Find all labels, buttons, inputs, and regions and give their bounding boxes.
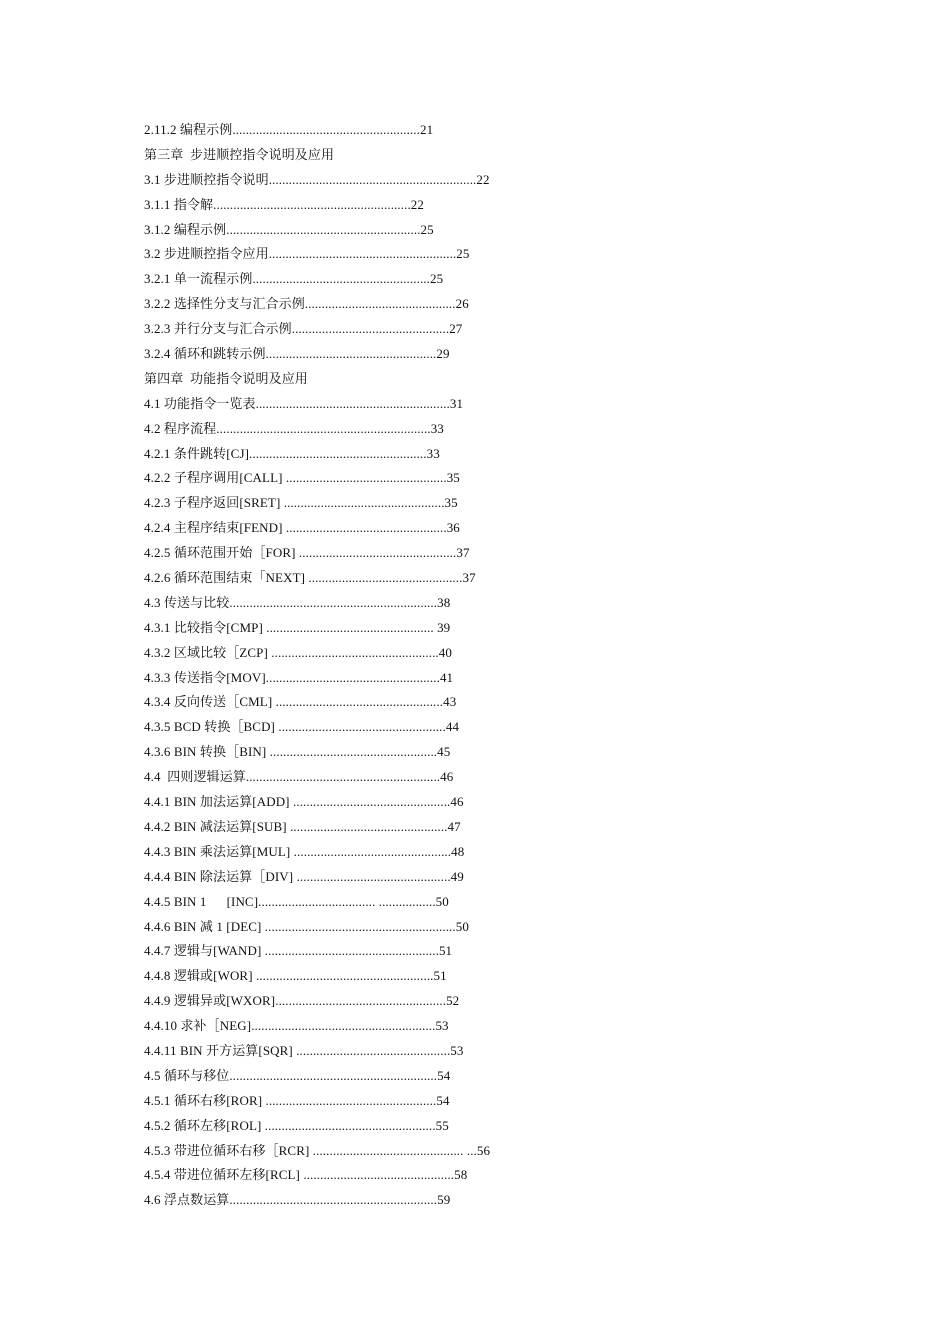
toc-line: 4.3.5 BCD 转换［BCD] ..................................................44 bbox=[144, 719, 460, 735]
toc-line: 4.3.1 比较指令[CMP] .................................................. 39 bbox=[144, 619, 451, 635]
toc-line: 4.5.4 带进位循环左移[RCL] .............................................58 bbox=[144, 1167, 468, 1183]
toc-line: 4.2.2 子程序调用[CALL] ................................................35 bbox=[144, 470, 460, 486]
toc-line: 4.5.2 循环左移[ROL] ...................................................55 bbox=[144, 1117, 449, 1133]
toc-line: 4.4.2 BIN 减法运算[SUB] ...............................................47 bbox=[144, 818, 461, 834]
toc-line: 4.4.4 BIN 除法运算［DIV] ..............................................49 bbox=[144, 868, 464, 884]
toc-line: 4.4 四则逻辑运算..........................................................46 bbox=[144, 769, 454, 785]
toc-line: 4.2.3 子程序返回[SRET] ................................................35 bbox=[144, 495, 458, 511]
toc-line: 2.11.2 编程示例........................................................21 bbox=[144, 122, 434, 137]
toc-line: 4.4.6 BIN 减 1 [DEC] .........................................................50 bbox=[144, 918, 469, 934]
toc-line: 3.1.1 指令解...........................................................22 bbox=[144, 196, 424, 212]
toc-line: 4.5 循环与移位..............................................................54 bbox=[144, 1067, 451, 1083]
toc-line: 4.3.6 BIN 转换［BIN] ..................................................45 bbox=[144, 744, 451, 760]
toc-line: 4.3.2 区域比较［ZCP] ..................................................40 bbox=[144, 644, 452, 660]
toc-line: 4.5.1 循环右移[ROR] ...................................................54 bbox=[144, 1092, 450, 1108]
toc-line: 4.4.3 BIN 乘法运算[MUL] ...............................................48 bbox=[144, 843, 465, 859]
toc-line: 3.2.4 循环和跳转示例...................................................29 bbox=[144, 346, 450, 362]
toc-line: 4.4.11 BIN 开方运算[SQR] ..............................................53 bbox=[144, 1042, 464, 1058]
toc-line: 4.4.7 逻辑与[WAND] ....................................................51 bbox=[144, 943, 453, 959]
toc-line: 4.4.10 求补［NEG].......................................................53 bbox=[144, 1018, 449, 1034]
toc-line: 4.1 功能指令一览表..........................................................31 bbox=[144, 395, 464, 411]
toc-line: 4.3 传送与比较..............................................................38 bbox=[144, 594, 451, 610]
toc-line: 3.1 步进顺控指令说明..............................................................22 bbox=[144, 171, 490, 187]
toc-line: 3.2.1 单一流程示例.....................................................25 bbox=[144, 271, 444, 287]
toc-line: 3.2.2 选择性分支与汇合示例.............................................26 bbox=[144, 296, 469, 312]
toc-line: 4.2.6 循环范围结束「NEXT] ..............................................37 bbox=[144, 570, 476, 586]
toc-line: 3.2.3 并行分支与汇合示例...............................................27 bbox=[144, 321, 463, 337]
toc-line: 4.5.3 带进位循环右移［RCR] ............................................. ...56 bbox=[144, 1142, 491, 1158]
toc-line: 4.4.8 逻辑或[WOR] .....................................................51 bbox=[144, 968, 447, 984]
toc-chapter-heading: 第四章 功能指令说明及应用 bbox=[144, 370, 308, 386]
toc-line: 3.1.2 编程示例..........................................................25 bbox=[144, 221, 434, 237]
toc-chapter-heading: 第三章 步进顺控指令说明及应用 bbox=[144, 146, 335, 162]
table-of-contents bbox=[144, 118, 844, 1213]
toc-line: 4.3.3 传送指令[MOV]....................................................41 bbox=[144, 669, 454, 685]
toc-line: 4.2 程序流程................................................................33 bbox=[144, 420, 444, 436]
toc-line: 4.2.1 条件跳转[CJ].....................................................33 bbox=[144, 445, 440, 461]
toc-line: 4.2.4 主程序结束[FEND] ................................................36 bbox=[144, 520, 460, 536]
toc-line: 3.2 步进顺控指令应用........................................................25 bbox=[144, 246, 470, 262]
toc-line: 4.2.5 循环范围开始［FOR] ...............................................37 bbox=[144, 545, 470, 561]
toc-line: 4.4.9 逻辑异或[WXOR]...................................................52 bbox=[144, 993, 460, 1009]
toc-line: 4.6 浮点数运算..............................................................59 bbox=[144, 1192, 451, 1208]
toc-line: 4.4.1 BIN 加法运算[ADD] ...............................................46 bbox=[144, 794, 464, 810]
toc-line: 4.3.4 反向传送［CML] ..................................................43 bbox=[144, 694, 457, 710]
toc-line: 4.4.5 BIN 1 [INC]................................... .................50 bbox=[144, 893, 449, 909]
